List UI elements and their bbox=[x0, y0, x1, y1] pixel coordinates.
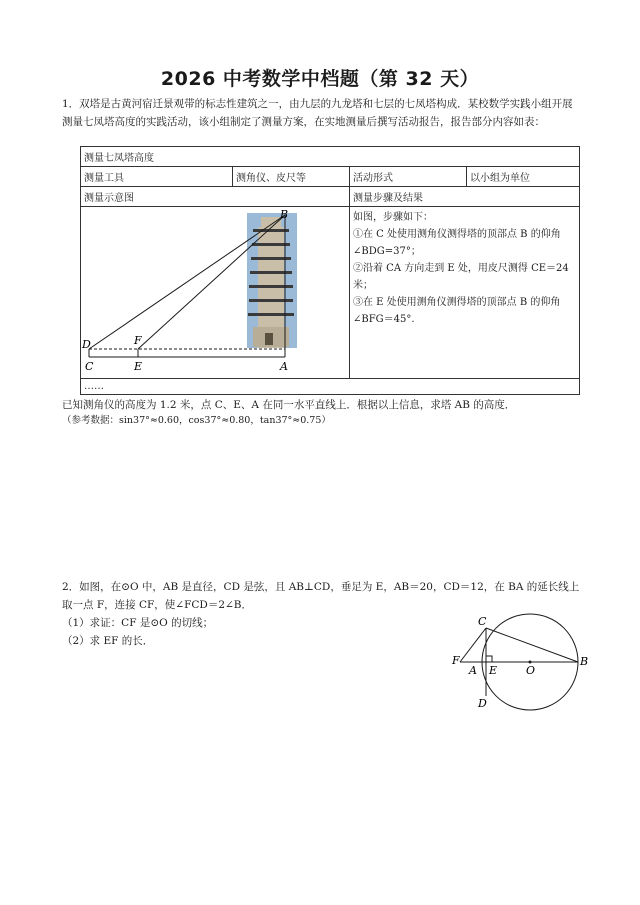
table-ellipsis: …… bbox=[81, 379, 580, 395]
step-intro: 如图，步骤如下： bbox=[353, 212, 433, 223]
label-F: F bbox=[452, 654, 460, 667]
report-header: 测量七凤塔高度 bbox=[81, 147, 580, 167]
label-C: C bbox=[478, 615, 487, 628]
step-1: ①在 C 处使用测角仪测得塔的顶部点 B 的仰角∠BDG=37°； bbox=[353, 229, 561, 257]
tower-diagram bbox=[81, 207, 349, 375]
label-C: C bbox=[85, 360, 94, 373]
label-E: E bbox=[134, 360, 143, 373]
tool-label: 测量工具 bbox=[81, 167, 233, 187]
form-label: 活动形式 bbox=[350, 167, 467, 187]
circle-diagram bbox=[450, 612, 600, 712]
label-E: E bbox=[489, 664, 498, 677]
step-2: ②沿着 CA 方向走到 E 处，用皮尺测得 CE＝24 米； bbox=[353, 263, 569, 291]
tool-value: 测角仪、皮尺等 bbox=[233, 167, 350, 187]
steps-cell bbox=[350, 207, 580, 379]
step-3: ③在 E 处使用测角仪测得塔的顶部点 B 的仰角∠BFG＝45°. bbox=[353, 297, 561, 325]
reference-data: （参考数据：sin37°≈0.60，cos37°≈0.80，tan37°≈0.75） bbox=[62, 415, 331, 426]
report-table bbox=[80, 146, 580, 395]
form-value: 以小组为单位 bbox=[467, 167, 580, 187]
steps-label: 测量步骤及结果 bbox=[350, 187, 580, 207]
label-F: F bbox=[134, 334, 142, 347]
label-D: D bbox=[478, 697, 487, 710]
label-B: B bbox=[580, 655, 589, 668]
label-D: D bbox=[82, 338, 91, 351]
question-2-part-2: （2）求 EF 的长． bbox=[62, 635, 154, 647]
diagram-cell bbox=[81, 207, 350, 379]
label-B: B bbox=[280, 208, 289, 221]
diagram-label: 测量示意图 bbox=[81, 187, 350, 207]
question-2-intro: 2．如图，在⊙O 中，AB 是直径，CD 是弦，且 AB⊥CD，垂足为 E，AB＝20，CD＝12，在 BA 的延长线上取一点 F，连接 CF，使∠FCD＝2∠B． bbox=[62, 581, 580, 611]
question-1-condition: 已知测角仪的高度为 1.2 米，点 C、E、A 在同一水平直线上．根据以上信息，求塔 AB 的高度． bbox=[62, 399, 516, 411]
question-1-intro: 1．双塔是古黄河宿迁景观带的标志性建筑之一，由九层的九龙塔和七层的七凤塔构成．某校数学实践小组开展测量七凤塔高度的实践活动，该小组制定了测量方案，在实地测量后撰写活动报告，报告部分内容如表： bbox=[62, 98, 573, 128]
question-2-part-1: （1）求证：CF 是⊙O 的切线； bbox=[62, 617, 214, 629]
page-title: 2026 中考数学中档题（第 32 天） bbox=[160, 68, 480, 90]
label-A: A bbox=[280, 360, 288, 373]
label-O: O bbox=[526, 664, 536, 677]
label-A: A bbox=[469, 664, 477, 677]
